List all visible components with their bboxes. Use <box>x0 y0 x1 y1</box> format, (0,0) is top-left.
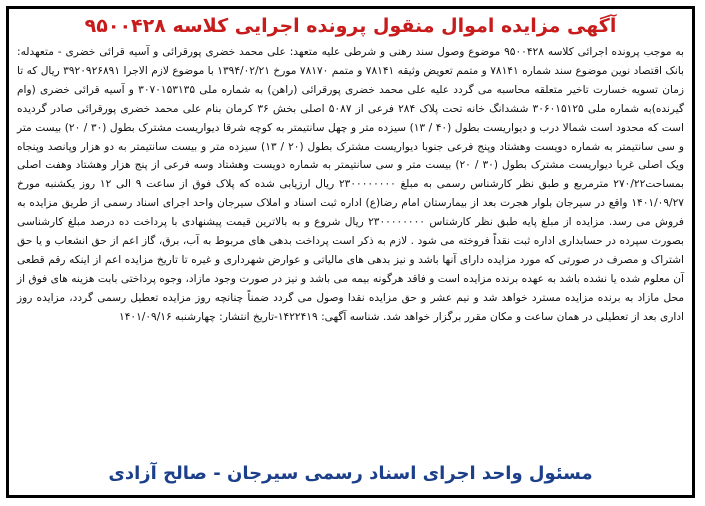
notice-title: آگهی مزایده اموال منقول پرونده اجرایی کلاسه ۹۵۰۰۴۲۸ <box>84 15 617 37</box>
notice-frame <box>6 6 695 498</box>
notice-body <box>17 43 684 327</box>
notice-body-text: به موجب پرونده اجرائی کلاسه ۹۵۰۰۴۲۸ موضوع وصول سند رهنی و شرطی علیه متعهد: علی محمد خضری پورقرائی و آسیه قرائی خضری - متعهدله: بانک اقتصاد نوین موضوع سند شماره ۷۸۱۴۱ و متمم تعویض وثیقه ۷۸۱۴۱ و متمم ۷۸۱۷۰ مورخ ۱۳۹۴/۰۲/۲۱ با موضوع لازم الاجرا ۳۹۲۰۹۲۶۸۹۱ ریال که تا زمان تسویه خسارت تاخیر متعلقه محاسبه می گردد علیه علی محمد خضری پورقرائی (راهن) به شماره ملی ۳۰۷۰۱۵۳۱۳۵ و آسیه قرائی خضری (وام گیرنده)به شماره ملی ۳۰۶۰۱۵۱۲۵ ششدانگ خانه تحت پلاک ۲۸۴ فرعی از ۵۰۸۷ اصلی بخش ۳۶ کرمان بنام علی محمد خضری پورقرائی صادر گردیده است که محدود است شمالا درب و دیواریست بطول (۴۰ / ۱۳) سیزده متر و چهل سانتیمتر به کوچه شرقا دیواریست مشترک بطول (۳۰ / ۲۰) بیست متر و سی سانتیمتر به شماره دویست وهشتاد وپنج فرعی جنوبا دیواریست مشترک بطول (۲۰ / ۱۳) سیزده متر و بیست سانتیمتر به دو هزار وپانصد وپنجاه ویک اصلی غربا دیواریست مشترک بطول (۳۰ / ۲۰) بیست متر و سی سانتیمتر به شماره دویست وهشتاد وسه فرعی از پنج هزار وهشتاد وهفت اصلی بمساحت۲۷۰/۲۲ مترمربع و طبق نظر کارشناس رسمی به مبلغ ۲۳۰۰۰۰۰۰۰۰ ریال ارزیابی شده که پلاک فوق از ساعت ۹ الی ۱۲ روز یکشنبه مورخ ۱۴۰۱/۰۹/۲۷ واقع در سیرجان بلوار هجرت بعد از بیمارستان امام رضا(ع) اداره ثبت اسناد و املاک سیرجان واحد اجرای اسناد رسمی از طریق مزایده به فروش می رسد. مزایده از مبلغ پایه طبق نظر کارشناس ۲۳۰۰۰۰۰۰۰۰ ریال شروع و به بالاترین قیمت پیشنهادی با پرداخت ده درصد مبلغ کارشناسی بصورت سپرده در حسابداری اداره ثبت نقداً فروخته می شود . لازم به ذکر است پرداخت بدهی های مربوط به آب، برق، گاز اعم از حق انشعاب و یا حق اشتراک و مصرف در صورتی که مورد مزایده دارای آنها باشد و نیز بدهی های مالیاتی و عوارض شهرداری و غیره تا تاریخ مزایده اعم از اینکه رقم قطعی آن معلوم شده یا نشده باشد به عهده برنده مزایده است و فاقد هرگونه بیمه می باشد و نیز در صورت وجود مازاد، وجوه پرداختی بابت هزینه های فوق از محل مازاد به برنده مزایده مسترد خواهد شد و نیم عشر و حق مزایده نقدا وصول می گردد ضمناً چنانچه روز مزایده تعطیل رسمی گردد، مزایده روز اداری بعد از تعطیلی در همان ساعت و مکان مقرر برگزار خواهد شد. شناسه آگهی: ۱۴۲۲۴۱۹-تاریخ انتشار: چهارشنبه ۱۴۰۱/۰۹/۱۶ <box>17 46 685 323</box>
notice-signature: مسئول واحد اجرای اسناد رسمی سیرجان - صالح آزادی <box>108 463 593 484</box>
